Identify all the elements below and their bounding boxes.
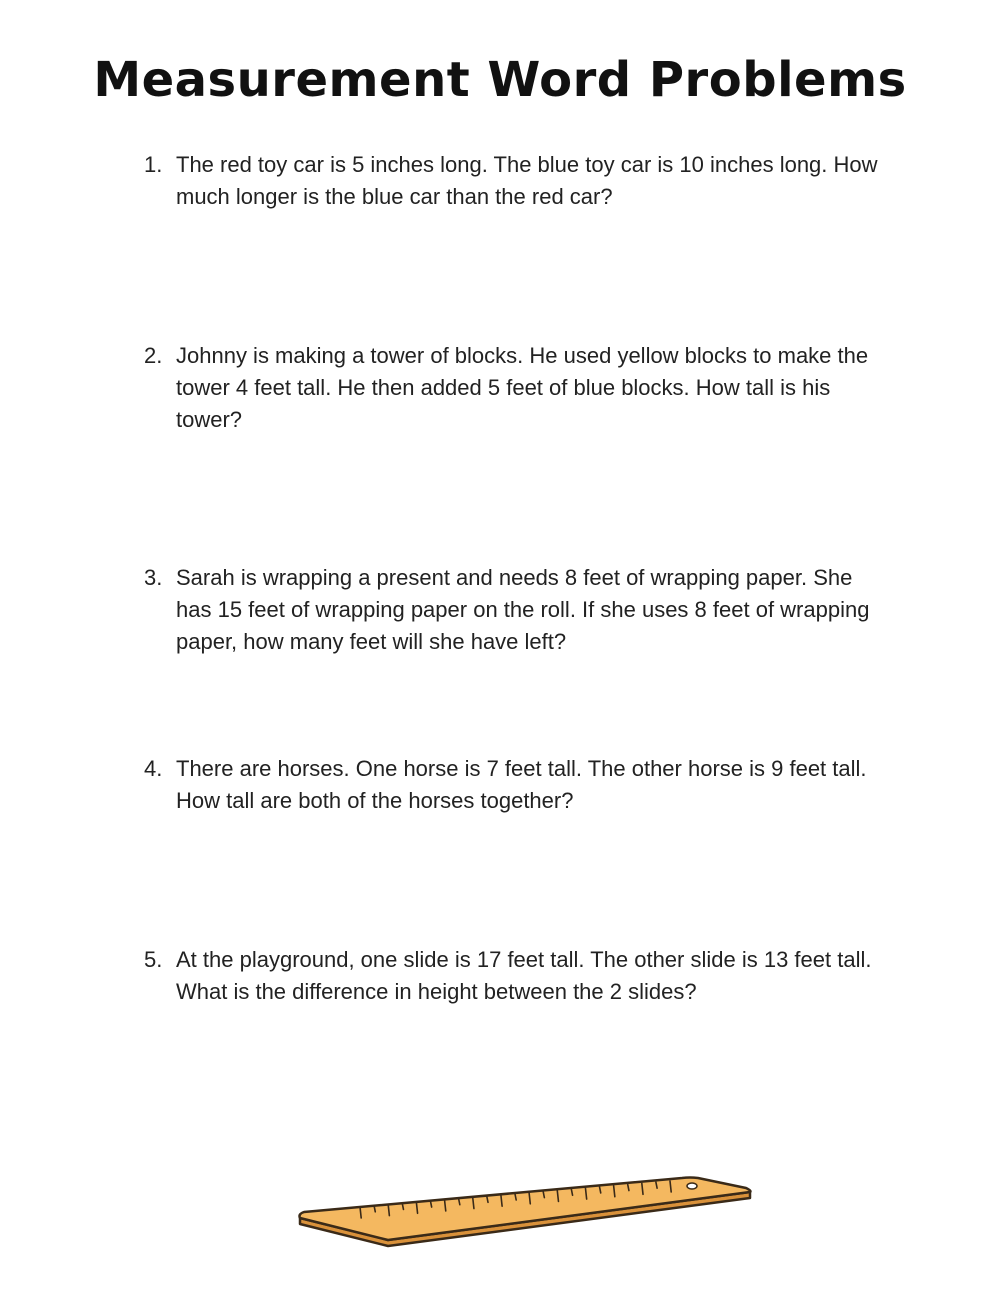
ruler-illustration [290,1160,760,1250]
problem-text: The red toy car is 5 inches long. The blue toy car is 10 inches long. How much longer is the blue car than the red car? [176,152,878,209]
problem-number: 4. [144,756,163,781]
problem-number: 2. [144,343,163,368]
problem-number: 5. [144,947,163,972]
ruler-hole [687,1183,697,1189]
problem-number: 3. [144,565,163,590]
ruler-top [300,1178,751,1241]
problem-3 [144,562,884,658]
page-title: Measurement Word Problems [93,52,907,108]
problem-number: 1. [144,152,163,177]
problem-1 [144,149,884,213]
problem-text: At the playground, one slide is 17 feet tall. The other slide is 13 feet tall. What is the difference in height between the 2 slides? [176,947,872,1004]
problem-5 [144,944,884,1008]
problem-2 [144,340,884,436]
problem-text: Johnny is making a tower of blocks. He used yellow blocks to make the tower 4 feet tall. He then added 5 feet of blue blocks. How tall is his tower? [176,343,869,432]
problem-4 [144,753,884,817]
problem-text: There are horses. One horse is 7 feet tall. The other horse is 9 feet tall. How tall are both of the horses together? [176,756,867,813]
problem-text: Sarah is wrapping a present and needs 8 feet of wrapping paper. She has 15 feet of wrapping paper on the roll. If she uses 8 feet of wrapping paper, how many feet will she have left? [176,565,870,654]
